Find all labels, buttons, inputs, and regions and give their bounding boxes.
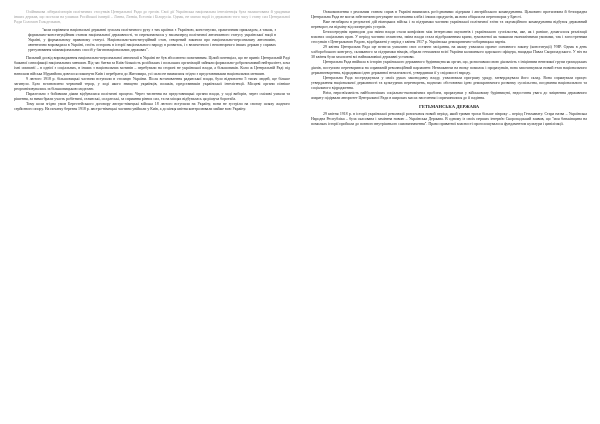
left-text-column <box>14 10 290 416</box>
paragraph: Пильний досвід впровадження національно-персональної автономії в Україні не був абсолютно позитивним. Цілий потенціал, що не приніс Центральній Раді бажаної сатисфакції національних меншин. Під час битви за Київ більшість російських і польських організацій зайняли формально-доброзичливий нейтралітет, хоча їхні симпатії – в однієї з соціальних, в інших з національних мотивів – перебували на стороні не української влади, а більшовиків. Коли ж Центральній Раді під натиском війська Муравйова довелося покинути Київ і перебрати до Житомира, усі сили не виявилися згідно з представниками національних меншин. <box>14 56 290 76</box>
paragraph: Центральна Рада ввійшла в історію українського державного будівництва як орган, що, розпочавши свою діяльність з ініціативи невеликої групи громадських діячів, поступово перетворився на справжній революційний парламент. Незважаючи на низку помилок і прорахунків, вона започаткувала новий етап національного державотворення, відродивши ідею державної незалежності, утвердивши її у свідомості народу. <box>311 60 587 75</box>
paragraph: 9 лютого 1918 р. більшовицькі частини вступили в столицю України. Після встановлення радянської влади, було відновлено 5 тисяч людей, ще більше загинуло. Було встановлено червоний терор, у ході якого знищено українців, поляків, представників української інтелігенції. Місцеві органи пізніше реорганізовувались за більшовицькою моделлю. <box>14 76 290 91</box>
paragraph: 29 квітня 1918 р. в історії української революції розпочався новий період, який тривав трохи більше півроку – період Гетьманату. Стара назва – Українська Народна Республіка – була скасована і замінена новою – Українська Держава. В одному із своїх перших інтерв'ю Скоропадський заявив, що "моя батьківщина на помилках історії пройшла до повного внутрішнього самовизначення". Право приватної власності проголошувалося фундаментом культури і цивілізації. <box>311 111 587 126</box>
paragraph: Втім, нерозв'язаність найболючіших соціально-економічних проблем, прорахунки у військовому будівництві, недостатня увага до зміцнення державного апарату підірвали авторитет Центральної Ради в широких масах населення і спричинилися до її падіння. <box>311 90 587 100</box>
section-heading: ГЕТЬМАНСЬКА ДЕРЖАВА <box>418 103 480 109</box>
paragraph: Паралельно з бойовими діями відбувалися політичні процеси. Через тиснення на представницькі органи влади, у ході виборів, через сміливі ухвали та рішення, за ними брали участь робітничі, селянські, солдатські, за сприяння різних сил, та на місцях відбувалась ця рішуча боротьба. <box>14 91 290 101</box>
paragraph: Отакомовлення з реальним станом справ в Україні виявились роз'єднаними лідерами і австрійського командування. Цілковито протилежна й безпорадна Центральна Рада не могла забезпечити регулярне постачання хліба і інших продуктів, як вона обіцяла на переговорах у Бресті. <box>311 10 587 20</box>
paragraph: Олійникова лібералізаторів політичних стосунків Центральної Ради до грелів. Свої дії Українська національна інтелігенція була налаштована й урядники інших держав, що постали на уламках Російської імперії – Литва, Латвія, Естонія і Білорусія. Однак, не маємо надії із державою того часу і стану сил Центральної Ради Соломон Гольдельман, <box>14 10 290 25</box>
right-text-column <box>311 10 587 416</box>
paragraph: Безпосереднім приводом для зміни влади стали конфлікти між інтересами окупантів і українського суспільства, яке, як і раніше, домагалося реалізації власних соціальних прав. У період частини селянства, зміна влади стала відображенням кризи, зумовленої як тяжкими економічними умовами, так і загостренням стосунків з Центральною Радою, відображені у період з квітня 1917 р. Українська демократично-соборницька партія. <box>311 30 587 45</box>
quotation-block: "коли порівняти національні державні зусилля політичного руху з тих країнах з Україною, констатуємо, практичним прикладом, а також, з формально-конституційним станом національної державності, то переконаємося у насамперед політичної автономного статусу української нації в Україні, у формальному правовому статусі. Національно-конституційний стан, створений законом про національно-персональну автономію, автентично впровадила в Україні, стоїть осторонь в історії національного народу в розвиток, і є величезного і неповторного інших держав у справах урегулювання міжнаціональних спосіб у багатонаціональних державах". <box>28 28 276 53</box>
paragraph: Центральна Рада зосереджувала у своїх руках законодавчу владу, ухвалювала програму уряду, затверджувала його склад. Вона спрямувала процес утвердження національної державності та культурних перетворень, водночас обстоюючи ідею демократичного розвитку суспільства, поєднання національного та соціального відродження. <box>311 75 587 90</box>
paragraph: 29 квітня Центральна Рада ще встигла ухвалити своє останнє засідання, на якому ухвалила проект основного закону (конституції) УНР. Однак в день хліборобського конгресу, скликаного за підтримки німців, обрали гетьманом всієї України колишнього царського офіцера, нащадка Павла Скоропадського. У ніч на 30 квітня були захоплені всі найважливіші державні установи. <box>311 45 587 60</box>
paragraph: Тому коли згідно умов Берестейського договору австро-німецькі війська 18 лютого вступили на Україну, вони не зустріли на своєму шляху жодного серйозного опору. На початку березня 1918 р. австро-німецькі частини увійшли у Київ, а до кінця квітня контролювали майже всю Україну. <box>14 101 290 111</box>
paragraph: Вже незабаром в результаті дій німецьких військ і за підтримки частини української політичної еліти та окупаційного командування відбувся державний переворот, на відміну від попередніх устроїв. <box>311 20 587 30</box>
